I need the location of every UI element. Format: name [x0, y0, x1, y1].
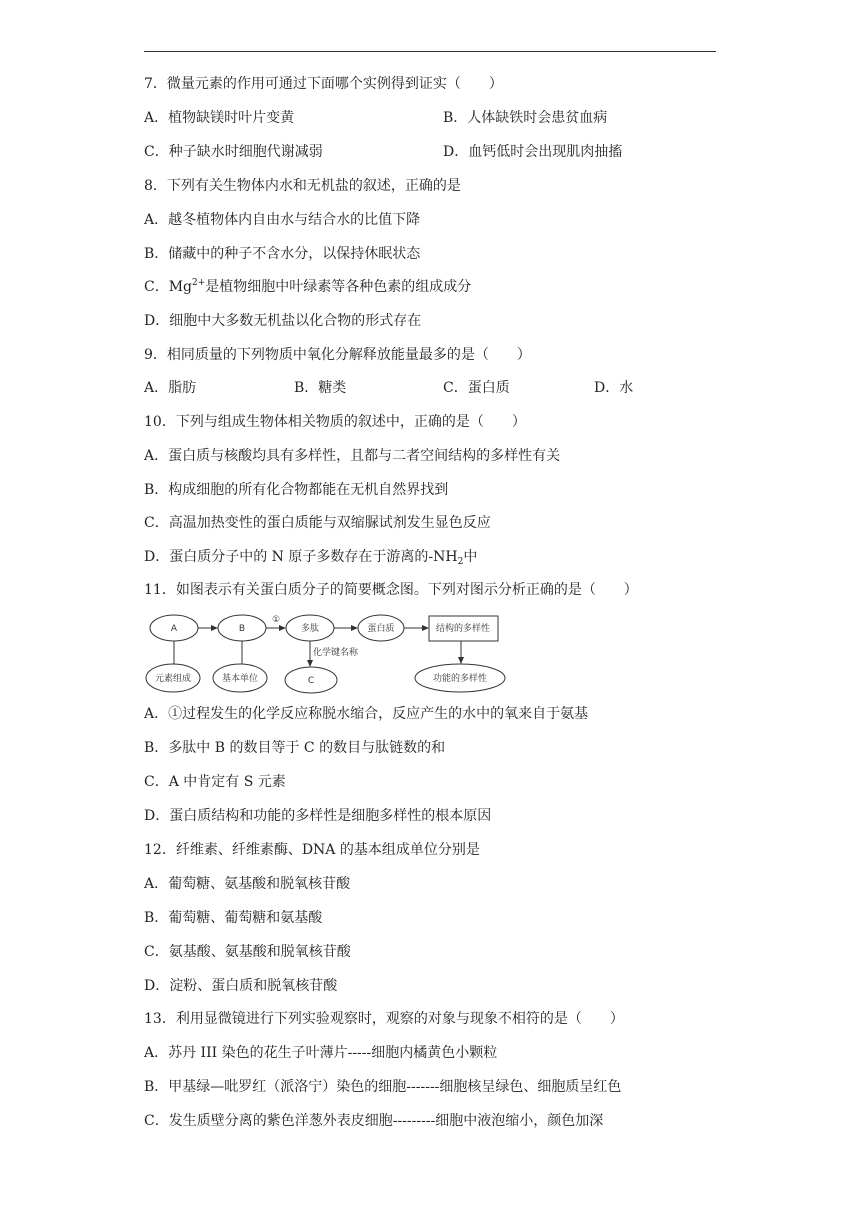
q12-option-a: A．葡萄糖、氨基酸和脱氧核苷酸 — [144, 876, 351, 892]
q9-option-d: D．水 — [594, 380, 634, 396]
q10-stem: 10．下列与组成生物体相关物质的叙述中，正确的是（ ） — [144, 414, 526, 430]
q9-option-b: B．糖类 — [294, 380, 347, 396]
q11-option-a: A．①过程发生的化学反应称脱水缩合，反应产生的水中的氧来自于氨基 — [144, 706, 589, 722]
header-rule — [144, 51, 716, 52]
q8-option-c-prefix: C．Mg — [144, 279, 193, 295]
q8-option-d: D．细胞中大多数无机盐以化合物的形式存在 — [144, 313, 422, 329]
q10-option-a: A．蛋白质与核酸均具有多样性，且都与二者空间结构的多样性有关 — [144, 448, 561, 464]
q12-option-b: B．葡萄糖、葡萄糖和氨基酸 — [144, 910, 323, 926]
q8-option-a: A．越冬植物体内自由水与结合水的比值下降 — [144, 212, 421, 228]
q9-stem: 9．相同质量的下列物质中氧化分解释放能量最多的是（ ） — [144, 347, 531, 363]
q13-stem: 13．利用显微镜进行下列实验观察时，观察的对象与现象不相符的是（ ） — [144, 1011, 624, 1027]
q12-stem: 12．纤维素、纤维素酶、DNA 的基本组成单位分别是 — [144, 842, 480, 858]
q7-option-d: D．血钙低时会出现肌肉抽搐 — [443, 144, 623, 160]
diagram-node-polypeptide-label: 多肽 — [300, 624, 320, 634]
q13-option-a: A．苏丹 III 染色的花生子叶薄片-----细胞内橘黄色小颗粒 — [144, 1045, 498, 1061]
protein-concept-diagram — [145, 610, 515, 696]
q8-stem: 8．下列有关生物体内水和无机盐的叙述，正确的是 — [144, 178, 461, 194]
q9-option-a: A．脂肪 — [144, 380, 197, 396]
diagram-node-a-label: A — [170, 624, 178, 634]
diagram-node-c-label: C — [307, 676, 315, 686]
q11-option-d: D．蛋白质结构和功能的多样性是细胞多样性的根本原因 — [144, 808, 492, 824]
q10-option-d-suffix: 中 — [463, 549, 478, 565]
diagram-step-label: ① — [271, 615, 281, 625]
q8-option-b: B．储藏中的种子不含水分，以保持休眠状态 — [144, 246, 421, 262]
q8-option-c-superscript: 2+ — [192, 278, 206, 288]
diagram-node-function-label: 功能的多样性 — [432, 674, 488, 684]
q13-option-c: C．发生质壁分离的紫色洋葱外表皮细胞---------细胞中液泡缩小，颜色加深 — [144, 1113, 604, 1129]
q7-stem: 7．微量元素的作用可通过下面哪个实例得到证实（ ） — [144, 76, 503, 92]
q13-option-b: B．甲基绿—吡罗红（派洛宁）染色的细胞-------细胞核呈绿色、细胞质呈红色 — [144, 1079, 622, 1095]
q7-option-a: A．植物缺镁时叶片变黄 — [144, 110, 295, 126]
diagram-node-basic-unit-label: 基本单位 — [221, 674, 259, 684]
q8-option-c — [144, 277, 471, 297]
q11-option-c: C．A 中肯定有 S 元素 — [144, 774, 286, 790]
q10-option-d-prefix: D．蛋白质分子中的 N 原子多数存在于游离的-NH — [144, 549, 458, 565]
q10-option-b: B．构成细胞的所有化合物都能在无机自然界找到 — [144, 482, 449, 498]
q8-option-c-rest: 是植物细胞中叶绿素等各种色素的组成成分 — [205, 279, 472, 295]
diagram-node-protein-label: 蛋白质 — [367, 624, 395, 634]
q12-option-c: C．氨基酸、氨基酸和脱氧核苷酸 — [144, 944, 351, 960]
diagram-node-elements-label: 元素组成 — [154, 674, 192, 684]
diagram-node-b-label: B — [238, 624, 246, 634]
q12-option-d: D．淀粉、蛋白质和脱氧核苷酸 — [144, 978, 338, 994]
q9-option-c: C．蛋白质 — [443, 380, 510, 396]
diagram-bond-label: 化学键名称 — [313, 648, 359, 658]
q11-stem: 11．如图表示有关蛋白质分子的简要概念图。下列对图示分析正确的是（ ） — [144, 582, 638, 598]
q10-option-d-subscript: 2 — [457, 557, 464, 567]
q10-option-c: C．高温加热变性的蛋白质能与双缩脲试剂发生显色反应 — [144, 515, 491, 531]
q7-option-b: B．人体缺铁时会患贫血病 — [443, 110, 608, 126]
q7-option-c: C．种子缺水时细胞代谢减弱 — [144, 144, 323, 160]
q10-option-d — [144, 547, 477, 567]
diagram-node-structure-label: 结构的多样性 — [435, 624, 491, 634]
q11-option-b: B．多肽中 B 的数目等于 C 的数目与肽链数的和 — [144, 740, 446, 756]
